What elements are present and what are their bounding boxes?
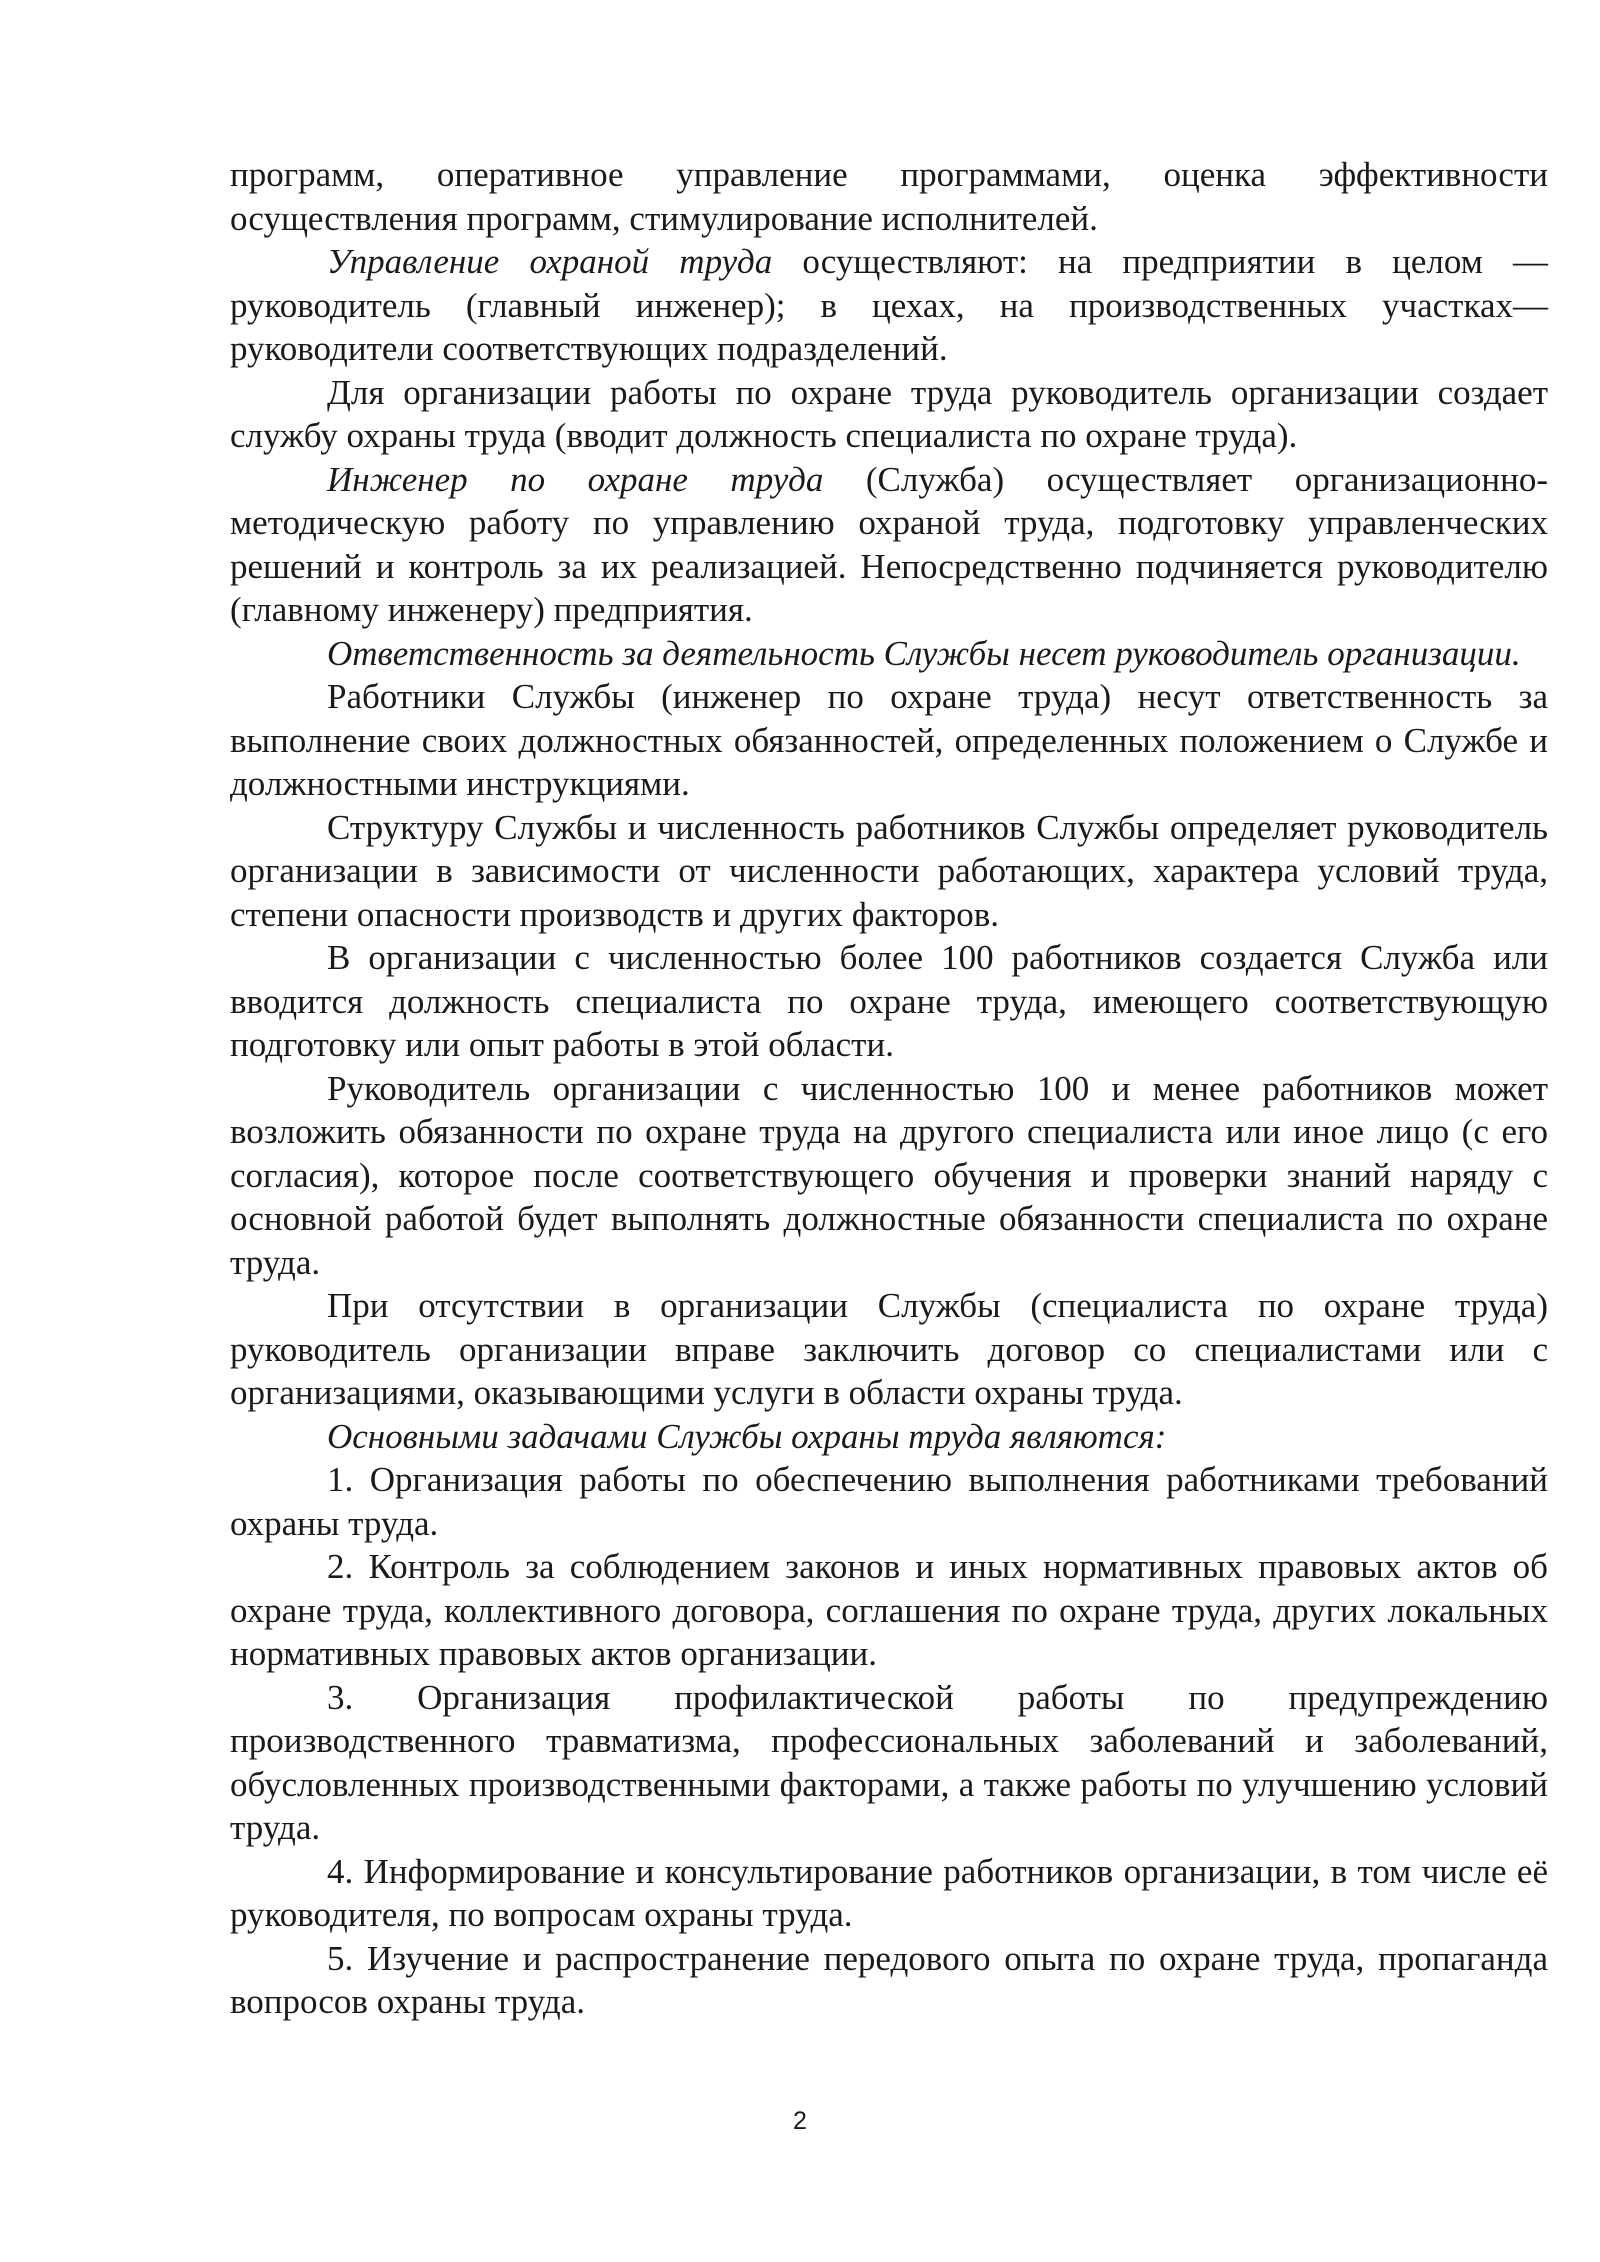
paragraph-no-service: При отсутствии в организации Службы (специалиста по охране труда) руководитель организации вправе заключить договор со специалистами или с организациями, оказывающими услуги в области охраны труда.: [230, 1286, 1548, 1412]
list-item-task-5: 5. Изучение и распространение передового опыта по охране труда, пропаганда вопросов охраны труда.: [230, 1938, 1548, 2021]
paragraph-service-structure: Структуру Службы и численность работников Службы определяет руководитель организации в зависимости от численности работающих, характера условий труда, степени опасности производств и других факторов.: [230, 807, 1548, 934]
list-item-task-1: 1. Организация работы по обеспечению выполнения работниками требований охраны труда.: [230, 1460, 1548, 1543]
document-body: [230, 153, 1548, 2024]
paragraph-labor-safety-management: [230, 240, 1548, 371]
page-number: 2: [793, 2107, 807, 2135]
term-labor-safety-management: Управление охраной труда: [327, 242, 773, 281]
paragraph-text: (Служба) осуществляет организационно-методическую работу по управлению охраной труда, подготовку управленческих решений и контроль за их реализацией. Непосредственно подчиняется руководителю (главному инженеру) предприятия.: [230, 459, 1548, 629]
paragraph-main-tasks-heading: Основными задачами Службы охраны труда являются:: [327, 1416, 1167, 1456]
paragraph-safety-engineer: [230, 458, 1548, 632]
paragraph-100-or-fewer-workers: Руководитель организации с численностью 100 и менее работников может возложить обязанности по охране труда на другого специалиста или иное лицо (с его согласия), которое после соответствующего обучения и проверки знаний наряду с основной работой будет выполнять должностные обязанности специалиста по охране труда.: [230, 1068, 1548, 1282]
list-item-task-3: 3. Организация профилактической работы по предупреждению производственного травматизма, профессиональных заболеваний и заболеваний, обусловленных производственными факторами, а также работы по улучшению условий труда.: [230, 1677, 1548, 1847]
term-safety-engineer: Инженер по охране труда: [327, 459, 824, 499]
paragraph-text: осуществляют: на предприятии в целом — руководитель (главный инженер); в цехах, на производственных участках— руководители соответствующих подразделений.: [230, 242, 1548, 368]
list-item-task-4: 4. Информирование и консультирование работников организации, в том числе её руководителя, по вопросам охраны труда.: [230, 1851, 1548, 1934]
paragraph-service-workers: Работники Службы (инженер по охране труда) несут ответственность за выполнение своих должностных обязанностей, определенных положением о Службе и должностными инструкциями.: [230, 677, 1548, 803]
paragraph-service-creation: Для организации работы по охране труда руководитель организации создает службу охраны труда (вводит должность специалиста по охране труда).: [230, 372, 1548, 455]
list-item-task-2: 2. Контроль за соблюдением законов и иных нормативных правовых актов об охране труда, коллективного договора, соглашения по охране труда, других локальных нормативных правовых актов организации.: [230, 1547, 1548, 1673]
paragraph-over-100-workers: В организации с численностью более 100 работников создается Служба или вводится должность специалиста по охране труда, имеющего соответствующую подготовку или опыт работы в этой области.: [230, 938, 1548, 1064]
paragraph-responsibility: Ответственность за деятельность Службы несет руководитель организации.: [327, 633, 1521, 673]
paragraph-programs: программ, оперативное управление программами, оценка эффективности осуществления программ, стимулирование исполнителей.: [230, 155, 1548, 238]
